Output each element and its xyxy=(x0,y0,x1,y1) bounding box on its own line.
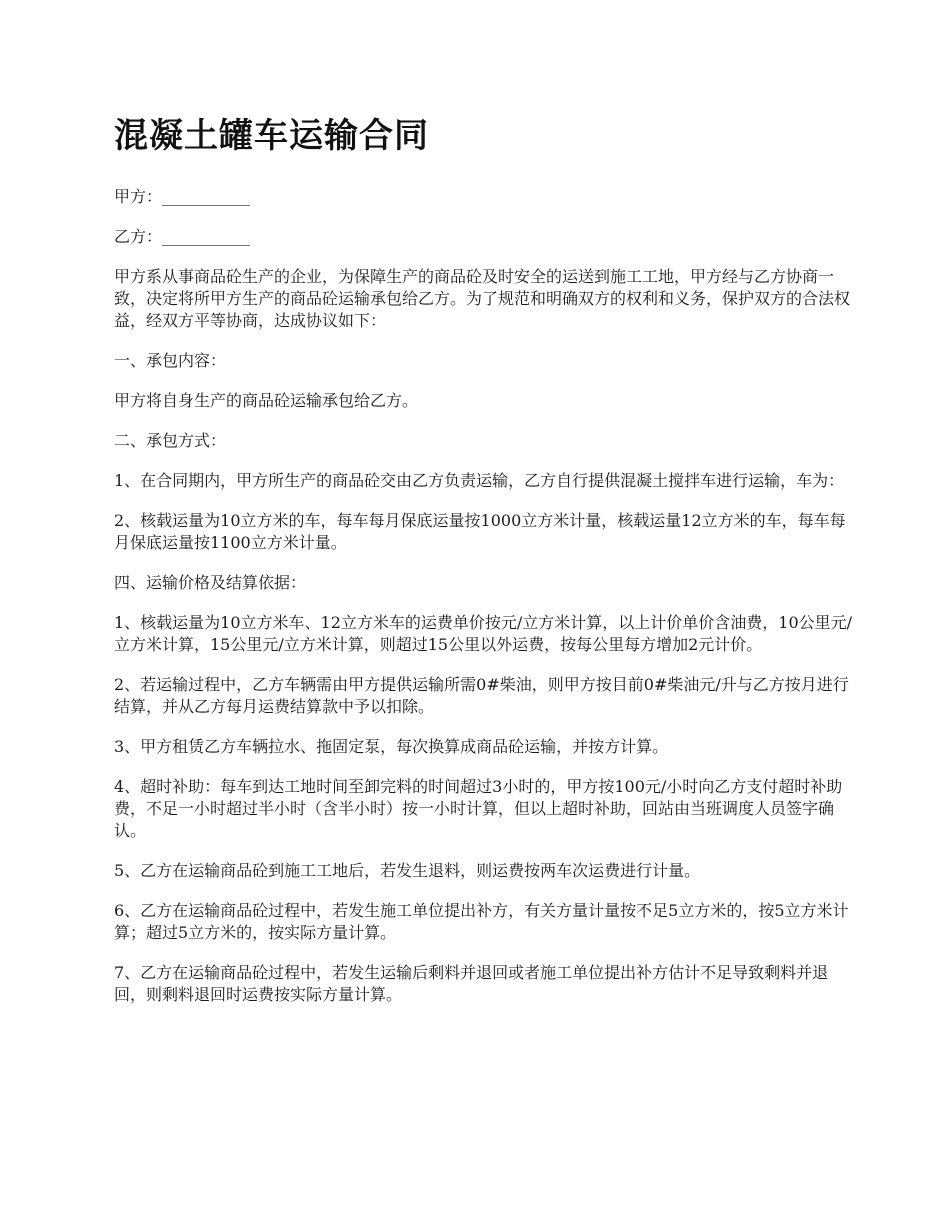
pricing-clause-7: 7、乙方在运输商品砼过程中，若发生运输后剩料并退回或者施工单位提出补方估计不足导致剩料并退回，则剩料退回时运费按实际方量计算。 xyxy=(114,963,829,1004)
party-a-line: 甲方：___________ xyxy=(114,187,251,206)
pricing-clause-4: 4、超时补助：每车到达工地时间至卸完料的时间超过3小时的，甲方按100元/小时向乙方支付超时补助费，不足一小时超过半小时（含半小时）按一小时计算，但以上超时补助，回站由当班调度人员签字确认。 xyxy=(114,777,843,840)
section-heading-pricing: 四、运输价格及结算依据： xyxy=(114,573,307,592)
preamble-paragraph: 甲方系从事商品砼生产的企业，为保障生产的商品砼及时安全的运送到施工工地，甲方经与乙方协商一致，决定将所甲方生产的商品砼运输承包给乙方。为了规范和明确双方的权利和义务，保护双方的合法权益，经双方平等协商，达成协议如下： xyxy=(114,267,851,330)
section-heading-contract-method: 二、承包方式： xyxy=(114,431,227,450)
party-b-line: 乙方：___________ xyxy=(114,227,251,246)
method-clause-2: 2、核载运量为10立方米的车，每车每月保底运量按1000立方米计量，核载运量12立方米的车，每车每月保底运量按1100立方米计量。 xyxy=(114,511,846,552)
contract-page xyxy=(114,112,854,1024)
pricing-clause-2: 2、若运输过程中，乙方车辆需由甲方提供运输所需0#柴油，则甲方按目前0#柴油元/升与乙方按月进行结算，并从乙方每月运费结算款中予以扣除。 xyxy=(114,675,849,716)
pricing-clause-3: 3、甲方租赁乙方车辆拉水、拖固定泵，每次换算成商品砼运输，并按方计算。 xyxy=(114,737,669,756)
pricing-clause-1: 1、核载运量为10立方米车、12立方米车的运费单价按元/立方米计算，以上计价单价含油费，10公里元/立方米计算，15公里元/立方米计算，则超过15公里以外运费，按每公里每方增加2元计价。 xyxy=(114,613,853,654)
pricing-clause-6: 6、乙方在运输商品砼过程中，若发生施工单位提出补方，有关方量计量按不足5立方米的，按5立方米计算；超过5立方米的，按实际方量计算。 xyxy=(114,901,849,942)
contract-content-paragraph: 甲方将自身生产的商品砼运输承包给乙方。 xyxy=(114,391,419,410)
document-title: 混凝土罐车运输合同 xyxy=(114,116,429,156)
pricing-clause-5: 5、乙方在运输商品砼到施工工地后，若发生退料，则运费按两车次运费进行计量。 xyxy=(114,861,701,880)
method-clause-1: 1、在合同期内，甲方所生产的商品砼交由乙方负责运输，乙方自行提供混凝土搅拌车进行运输，车为： xyxy=(114,471,845,490)
section-heading-contract-content: 一、承包内容： xyxy=(114,351,227,370)
